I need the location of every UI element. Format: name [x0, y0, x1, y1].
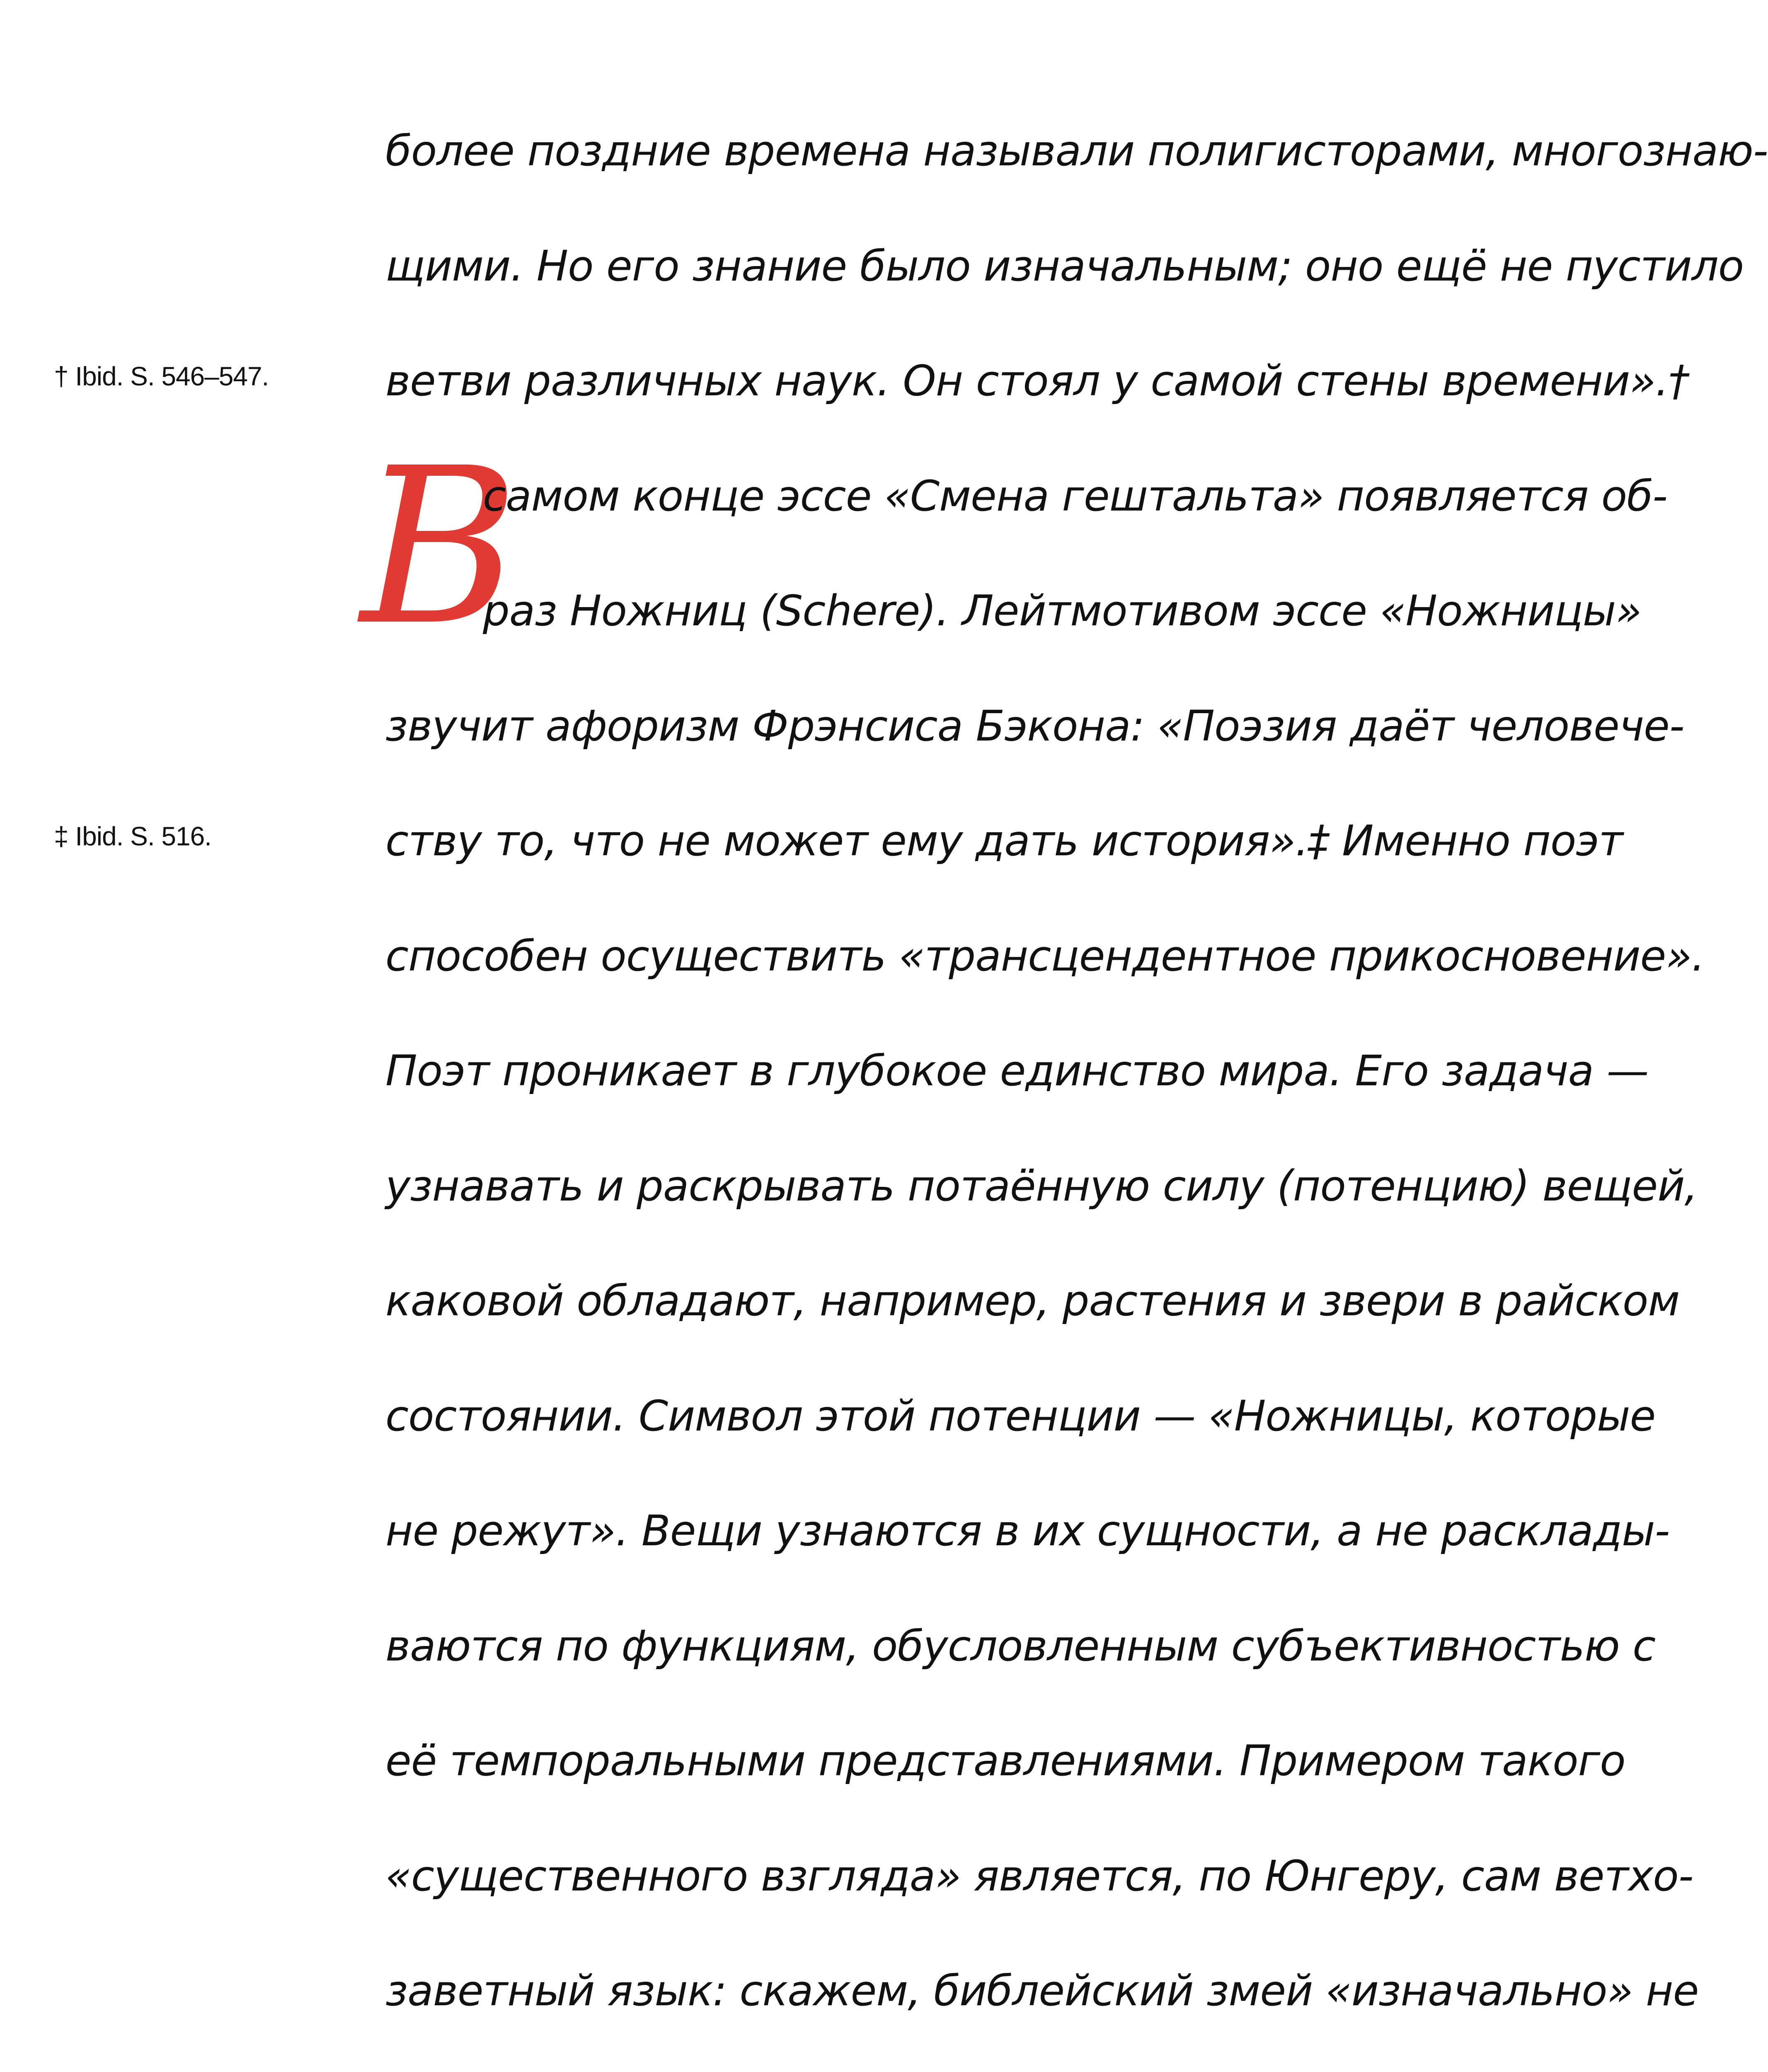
text-line: заветный язык: скажем, библейский змей «изначально» не	[385, 1966, 1699, 2016]
text-line: раз Ножниц (Schere). Лейтмотивом эссе «Ножницы»	[483, 586, 1642, 636]
text-line: каковой обладают, например, растения и звери в райском	[385, 1276, 1680, 1326]
margin-note-double-dagger: ‡ Ibid. S. 516.	[54, 821, 211, 851]
text-line: узнавать и раскрывать потаённую силу (потенцию) вещей,	[385, 1162, 1698, 1211]
text-line: ветви различных наук. Он стоял у самой стены времени».†	[385, 356, 1689, 406]
text-line: «существенного взгляда» является, по Юнгеру, сам ветхо-	[385, 1852, 1693, 1901]
text-line: ству то, что не может ему дать история».‡ Именно поэт	[385, 816, 1623, 866]
text-line: щими. Но его знание было изначальным; оно ещё не пустило	[385, 242, 1744, 291]
text-line: способен осуществить «трансцендентное прикосновение».	[385, 932, 1705, 981]
text-line: звучит афоризм Фрэнсиса Бэкона: «Поэзия даёт человече-	[385, 702, 1684, 751]
margin-note-dagger: † Ibid. S. 546–547.	[54, 361, 269, 391]
drop-cap: В	[361, 421, 519, 673]
text-line: Поэт проникает в глубокое единство мира. Его задача —	[385, 1046, 1649, 1096]
text-line: ваются по функциям, обусловленным субъективностью с	[385, 1622, 1656, 1671]
text-line: не режут». Вещи узнаются в их сущности, а не расклады-	[385, 1506, 1670, 1556]
text-line: самом конце эссе «Смена гештальта» появляется об-	[483, 472, 1667, 521]
text-line: состоянии. Символ этой потенции — «Ножницы, которые	[385, 1392, 1656, 1441]
text-line: её темпоральными представлениями. Примером такого	[385, 1736, 1625, 1786]
text-line: более поздние времена называли полигисторами, многознаю-	[385, 126, 1768, 176]
